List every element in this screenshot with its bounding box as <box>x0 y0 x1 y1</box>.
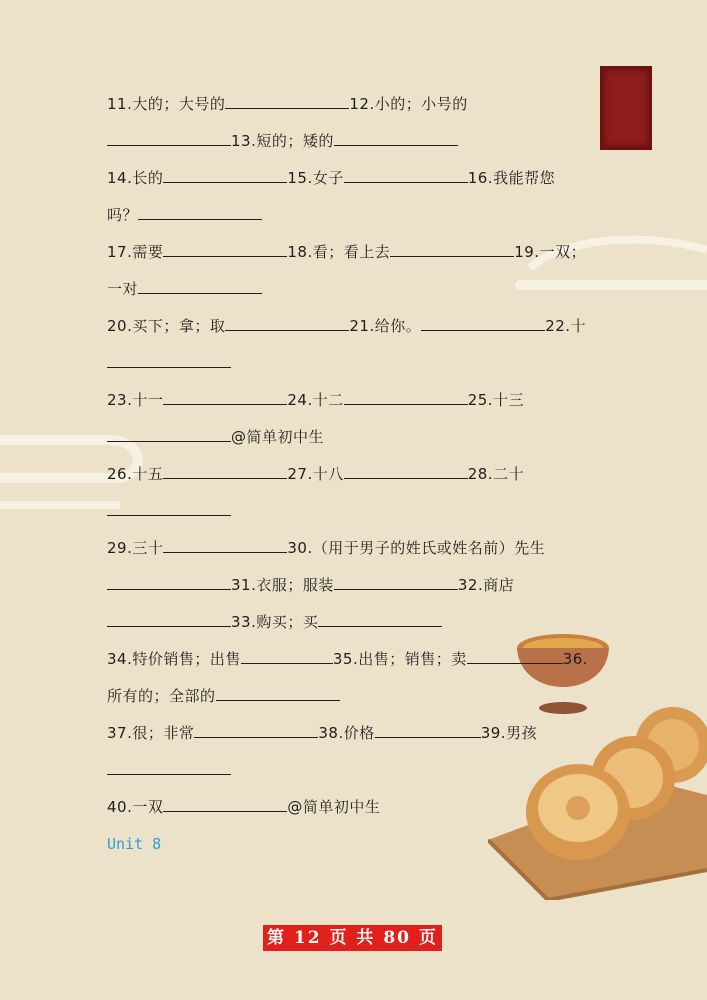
vocab-item-32: 32.商店 <box>457 576 515 594</box>
vocab-line-20 <box>107 796 380 818</box>
vocab-line-16 <box>107 648 588 670</box>
vocab-item-40: 40.一双 <box>107 798 164 816</box>
answer-blank[interactable] <box>163 796 287 812</box>
vocab-item-34: 34.特价销售；出售 <box>107 650 241 668</box>
vocab-line-19 <box>107 759 231 781</box>
answer-blank[interactable] <box>138 204 262 220</box>
answer-blank[interactable] <box>241 648 333 664</box>
page-number-footer: 第 12 页 共 80 页 <box>263 925 442 951</box>
vocab-line-17 <box>107 685 340 707</box>
vocab-item-35: 35.出售；销售；卖 <box>332 650 467 668</box>
vocab-line-6 <box>107 278 262 300</box>
vocab-item-11: 11.大的；大号的 <box>107 95 226 113</box>
vocab-item-13: 13.短的；矮的 <box>231 132 334 150</box>
vocab-line-3 <box>107 167 555 189</box>
answer-blank[interactable] <box>334 574 458 590</box>
vocab-item-23: 23.十一 <box>107 391 164 409</box>
vocab-line-11 <box>107 463 524 485</box>
vocab-item-27: 27.十八 <box>287 465 344 483</box>
answer-blank[interactable] <box>344 463 468 479</box>
vocab-line-13 <box>107 537 545 559</box>
vocab-item-25: 25.十三 <box>467 391 525 409</box>
vocab-item-39: 39.男孩 <box>480 724 538 742</box>
vocab-item-16-cont: 吗？ <box>107 206 139 224</box>
unit-heading: Unit 8 <box>107 835 162 853</box>
vocab-item-21: 21.给你。 <box>349 317 422 335</box>
answer-blank[interactable] <box>225 315 349 331</box>
answer-blank[interactable] <box>163 463 287 479</box>
answer-blank[interactable] <box>344 389 468 405</box>
answer-blank[interactable] <box>344 167 468 183</box>
vocab-item-18: 18.看；看上去 <box>287 243 391 261</box>
answer-blank[interactable] <box>107 611 231 627</box>
vocab-item-30: 30.（用于男子的姓氏或姓名前）先生 <box>287 539 546 557</box>
answer-blank[interactable] <box>163 241 287 257</box>
vocab-item-29: 29.三十 <box>107 539 164 557</box>
watermark-text: @简单初中生 <box>231 428 325 446</box>
vocab-item-19-cont: 一对 <box>107 280 139 298</box>
vocab-item-12: 12.小的；小号的 <box>349 95 468 113</box>
answer-blank[interactable] <box>318 611 442 627</box>
answer-blank[interactable] <box>107 426 231 442</box>
vocab-line-4 <box>107 204 262 226</box>
vocab-item-19: 19.一双； <box>514 243 587 261</box>
answer-blank[interactable] <box>107 574 231 590</box>
answer-blank[interactable] <box>375 722 481 738</box>
answer-blank[interactable] <box>107 500 231 516</box>
answer-blank[interactable] <box>334 130 458 146</box>
vocab-item-38: 38.价格 <box>318 724 375 742</box>
vocab-line-7 <box>107 315 586 337</box>
vocab-line-2 <box>107 130 458 152</box>
vocab-item-20: 20.买下；拿；取 <box>107 317 226 335</box>
answer-blank[interactable] <box>225 93 349 109</box>
vocab-item-16: 16.我能帮您 <box>467 169 556 187</box>
answer-blank[interactable] <box>138 278 262 294</box>
vocab-item-28: 28.二十 <box>467 465 525 483</box>
vocab-item-26: 26.十五 <box>107 465 164 483</box>
vocab-item-33: 33.购买；买 <box>231 613 319 631</box>
answer-blank[interactable] <box>107 352 231 368</box>
vocab-item-17: 17.需要 <box>107 243 164 261</box>
answer-blank[interactable] <box>421 315 545 331</box>
answer-blank[interactable] <box>163 537 287 553</box>
vocab-line-15 <box>107 611 442 633</box>
answer-blank[interactable] <box>163 389 287 405</box>
answer-blank[interactable] <box>107 759 231 775</box>
answer-blank[interactable] <box>390 241 514 257</box>
watermark-text: @简单初中生 <box>287 798 381 816</box>
answer-blank[interactable] <box>216 685 340 701</box>
vocab-item-14: 14.长的 <box>107 169 164 187</box>
answer-blank[interactable] <box>163 167 287 183</box>
answer-blank[interactable] <box>194 722 318 738</box>
vocab-line-8 <box>107 352 231 374</box>
vocab-item-22: 22.十 <box>545 317 587 335</box>
vocab-line-12 <box>107 500 231 522</box>
vocab-line-5 <box>107 241 586 263</box>
vocab-item-31: 31.衣服；服装 <box>231 576 334 594</box>
vocab-line-10 <box>107 426 324 448</box>
answer-blank[interactable] <box>107 130 231 146</box>
vocab-line-18 <box>107 722 537 744</box>
vocab-item-24: 24.十二 <box>287 391 344 409</box>
vocab-item-36: 36. <box>562 650 589 668</box>
vocab-line-14 <box>107 574 514 596</box>
vocab-item-15: 15.女子 <box>287 169 344 187</box>
vocab-item-36-cont: 所有的；全部的 <box>107 687 216 705</box>
vocab-line-1 <box>107 93 468 115</box>
answer-blank[interactable] <box>467 648 563 664</box>
vocab-line-9 <box>107 389 524 411</box>
vocab-item-37: 37.很；非常 <box>107 724 195 742</box>
